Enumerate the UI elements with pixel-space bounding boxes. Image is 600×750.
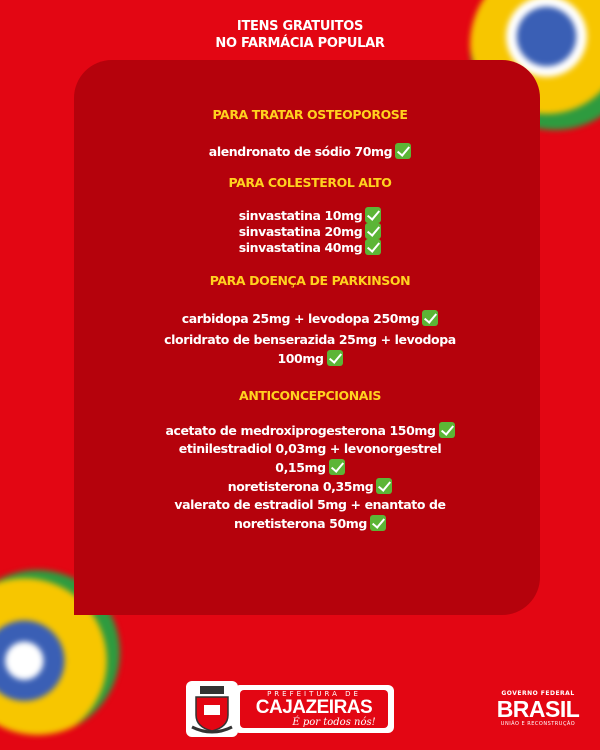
check-icon: [422, 310, 438, 326]
list-item: noretisterona 50mg: [120, 515, 500, 531]
check-icon: [329, 459, 345, 475]
medication-list: [120, 107, 500, 531]
slogan: É por todos nós!: [292, 717, 376, 728]
check-icon: [439, 422, 455, 438]
list-item: sinvastatina 40mg: [120, 239, 500, 255]
prefeitura-label: PREFEITURA DE: [267, 690, 361, 698]
section-title-colesterol: PARA COLESTEROL ALTO: [228, 175, 392, 190]
check-icon: [365, 239, 381, 255]
section-title-osteoporose: PARA TRATAR OSTEOPOROSE: [212, 107, 408, 122]
gov-label: GOVERNO FEDERAL: [501, 690, 575, 697]
list-item: alendronato de sódio 70mg: [120, 143, 500, 159]
list-item: noretisterona 0,35mg: [120, 478, 500, 494]
check-icon: [395, 143, 411, 159]
title-line-1: ITENS GRATUITOS: [236, 19, 364, 34]
check-icon: [327, 350, 343, 366]
check-icon: [365, 223, 381, 239]
list-item: acetato de medroxiprogesterona 150mg: [120, 422, 500, 438]
city-name: CAJAZEIRAS: [255, 697, 373, 718]
prefeitura-logo: [186, 681, 394, 737]
check-icon: [376, 478, 392, 494]
list-item: carbidopa 25mg + levodopa 250mg: [120, 310, 500, 326]
brasil-tagline: UNIÃO E RECONSTRUÇÃO: [500, 721, 576, 727]
check-icon: [370, 515, 386, 531]
list-item: 0,15mg: [120, 459, 500, 475]
list-item: sinvastatina 10mg: [120, 207, 500, 223]
governo-federal-logo: [490, 690, 586, 738]
title-line-2: NO FARMÁCIA POPULAR: [215, 36, 385, 51]
page-title: [0, 18, 600, 52]
section-title-parkinson: PARA DOENÇA DE PARKINSON: [209, 273, 411, 288]
section-title-anticoncepcionais: ANTICONCEPCIONAIS: [239, 388, 381, 403]
list-item: etinilestradiol 0,03mg + levonorgestrel: [178, 441, 442, 456]
list-item: valerato de estradiol 5mg + enantato de: [174, 497, 446, 512]
list-item: cloridrato de benserazida 25mg + levodopa: [164, 332, 456, 347]
check-icon: [365, 207, 381, 223]
list-item: sinvastatina 20mg: [120, 223, 500, 239]
brasil-wordmark: BRASIL: [496, 696, 580, 722]
list-item: 100mg: [120, 350, 500, 366]
